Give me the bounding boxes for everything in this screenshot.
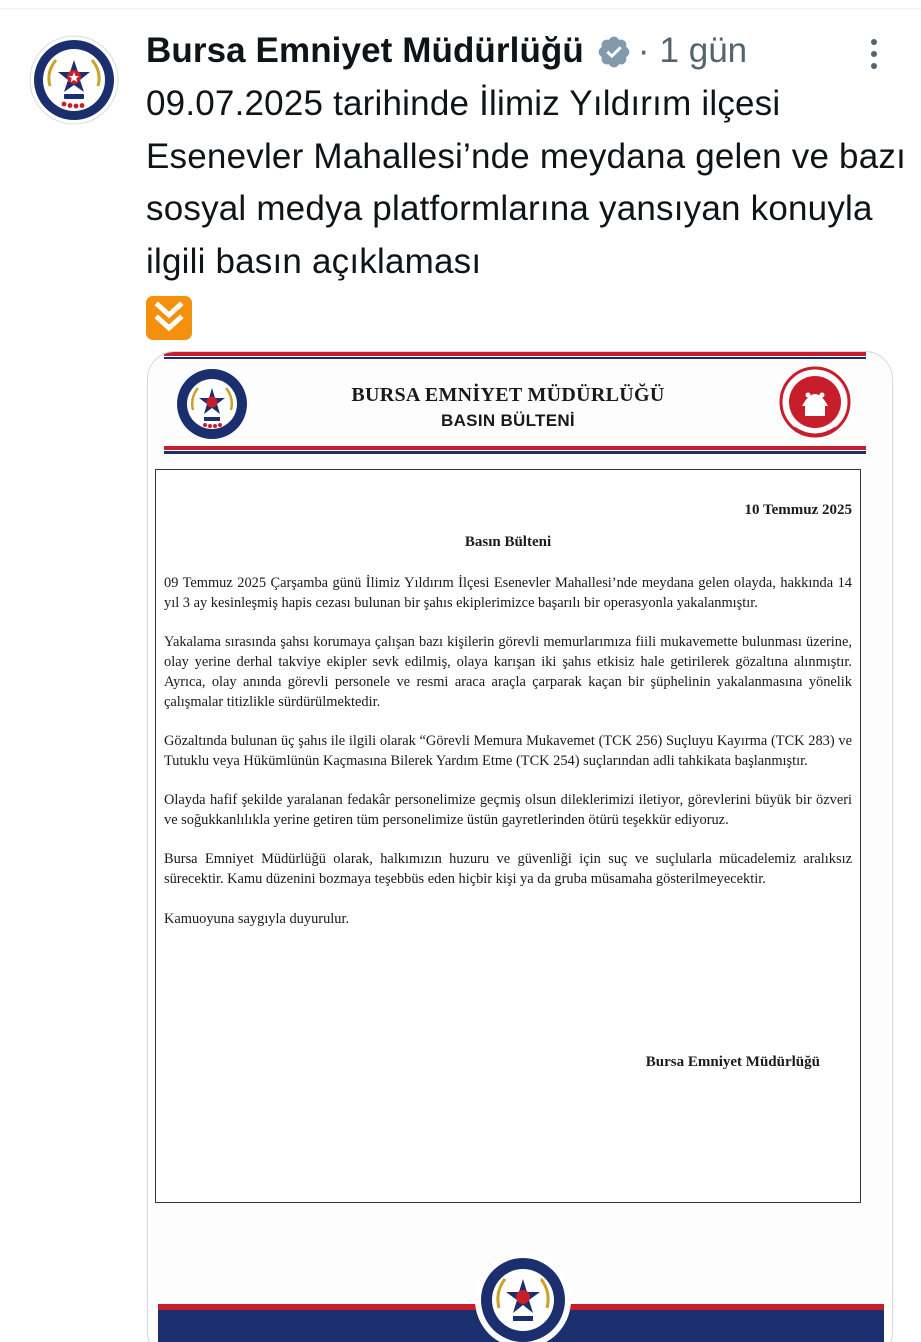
paragraph: Yakalama sırasında şahsı korumaya çalışan bazı kişilerin görevli memurlarımıza fiili mukavemette bulunması üzerine, olay yerine derhal takviye ekipler sevk edilmiş, olaya karışan iki şahıs etkisiz hale getirilerek gözaltına alınmıştır. Ayrıca, olay anında görevli personele ve resmi araca araçla çarparak kaçan bir şüphelinin yakalanmasına yönelik çalışmalar titizlikle sürdürülmektedir.: [164, 634, 852, 710]
tweet-media-image[interactable]: [147, 351, 893, 1342]
document-org-title: BURSA EMNİYET MÜDÜRLÜĞÜ: [351, 384, 665, 406]
author-name[interactable]: Bursa Emniyet Müdürlüğü: [146, 31, 584, 70]
header-navy-line: [164, 357, 866, 359]
document-bulletin-title: BASIN BÜLTENİ: [441, 411, 575, 430]
document-text: [164, 574, 852, 949]
top-divider: [0, 8, 921, 9]
header-navy-line-bottom: [164, 451, 866, 454]
tweet-body-text: 09.07.2025 tarihinde İlimiz Yıldırım ilçesi Esenevler Mahallesi’nde meydana gelen ve bazı sosyal medya platformlarına yansıyan konuyla ilgili basın açıklaması: [146, 84, 907, 281]
more-vertical-icon[interactable]: [864, 36, 884, 72]
verified-badge-icon[interactable]: [596, 34, 632, 70]
profile-avatar[interactable]: [28, 34, 120, 126]
meta-separator: ·: [637, 31, 650, 70]
arrow-double-down-emoji: [146, 296, 192, 340]
press-release-body: [155, 469, 861, 1203]
document-header: [148, 352, 893, 460]
paragraph: Bursa Emniyet Müdürlüğü olarak, halkımızın huzuru ve güvenliği için suç ve suçlularla mücadelemiz aralıksız sürecektir. Kamu düzenini bozmaya teşebbüs eden hiçbir kişi ya da gruba müsamaha gösterilmeyecektir.: [164, 851, 852, 888]
document-subject: Basın Bülteni: [464, 534, 552, 550]
tweet-header: [146, 26, 747, 76]
aile-yili-logo-icon: [772, 362, 858, 448]
paragraph: Gözaltında bulunan üç şahıs ile ilgili olarak “Görevli Memura Mukavemet (TCK 256) Suçluyu Kayırma (TCK 283) ve Tutuklu veya Hükümlünün Kaçmasına Bilerek Yardım Etme (TCK 254) suçlarından adli tahkikata başlanmıştır.: [164, 732, 852, 769]
document-signature: Bursa Emniyet Müdürlüğü: [645, 1054, 820, 1070]
paragraph: 09 Temmuz 2025 Çarşamba günü İlimiz Yıldırım İlçesi Esenevler Mahallesi’nde meydana gelen olayda, hakkında 14 yıl 3 ay kesinleşmiş hapis cezası bulunan bir şahıs ekiplerimizce başarılı bir operasyonla yakalanmıştır.: [164, 575, 852, 611]
paragraph: Olayda hafif şekilde yaralanan fedakâr personelimize geçmiş olsun dileklerimizi iletiyor, görevlerini büyük bir özveri ve soğukkanlılıkla yerine getiren tüm personelimize üstün gayretlerinden ötürü teşekkür ediyoruz.: [164, 792, 852, 828]
document-footer: [148, 1232, 893, 1342]
paragraph: Kamuoyuna saygıyla duyurulur.: [164, 910, 350, 927]
header-red-line: [164, 352, 866, 356]
document-date: 10 Temmuz 2025: [744, 502, 852, 518]
police-emblem-icon: [475, 1252, 571, 1342]
police-emblem-icon: [176, 368, 248, 440]
tweet-text: [146, 78, 906, 340]
tweet-time[interactable]: 1 gün: [659, 31, 748, 70]
header-red-line-bottom: [164, 446, 866, 450]
